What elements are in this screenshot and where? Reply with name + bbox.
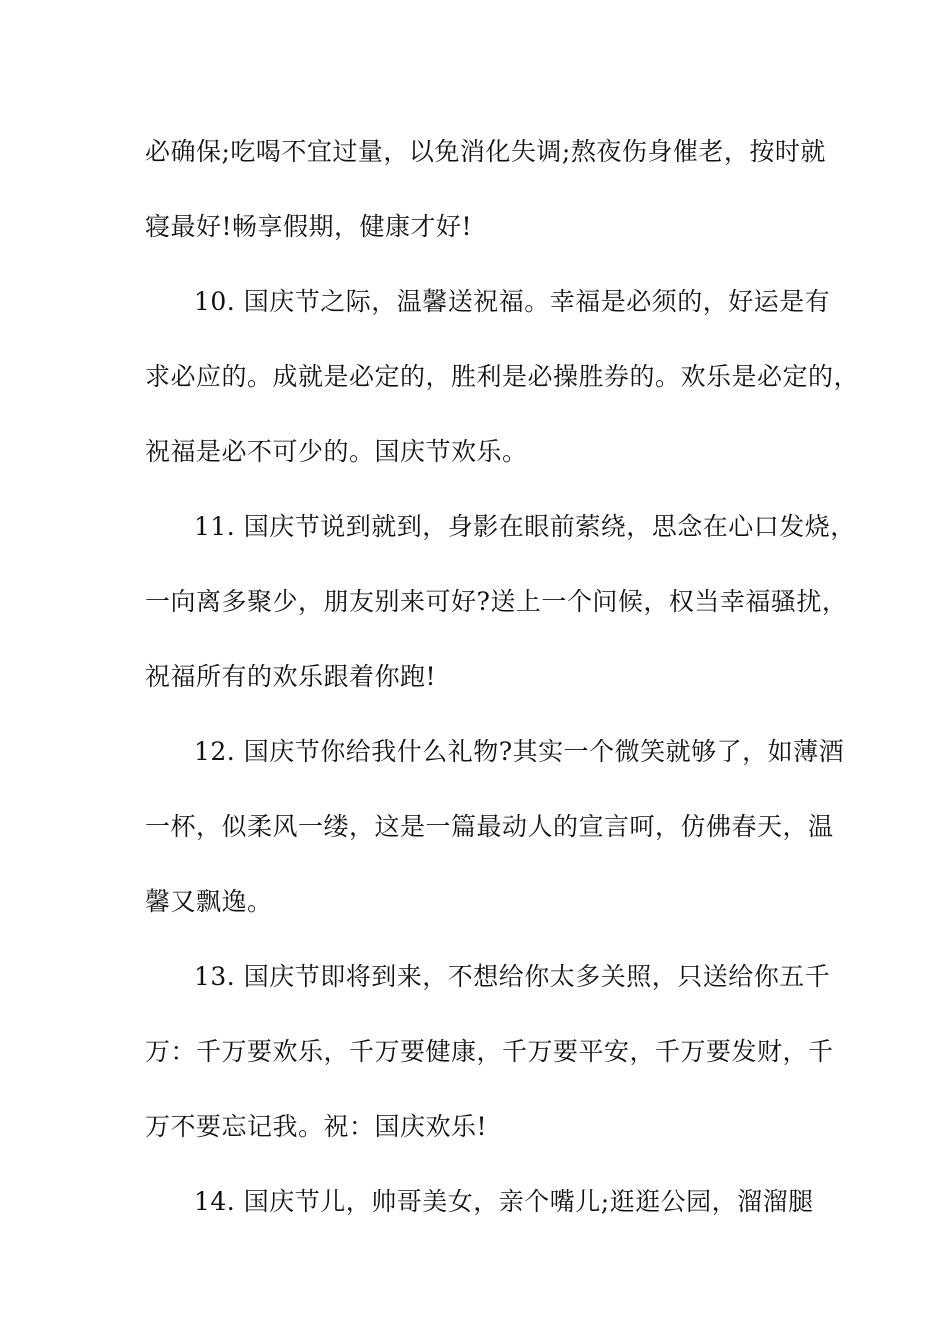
text-line: 一杯，似柔风一缕，这是一篇最动人的宣言呵，仿佛春天，温	[145, 812, 834, 841]
text-line: 寝最好!畅享假期，健康才好!	[145, 212, 473, 241]
paragraph-11-start: 11. 国庆节说到就到，身影在眼前萦绕，思念在心口发烧，	[194, 512, 856, 541]
text-line: 一向离多聚少，朋友别来可好?送上一个问候，权当幸福骚扰，	[145, 587, 848, 616]
text-line: 馨又飘逸。	[145, 887, 273, 916]
paragraph-13-start: 13. 国庆节即将到来，不想给你太多关照，只送给你五千	[194, 962, 831, 991]
text-line: 万：千万要欢乐，千万要健康，千万要平安，千万要发财，千	[145, 1037, 834, 1066]
text-line: 必确保;吃喝不宜过量，以免消化失调;熬夜伤身催老，按时就	[145, 137, 826, 166]
text-line: 祝福所有的欢乐跟着你跑!	[145, 662, 437, 691]
text-line: 万不要忘记我。祝：国庆欢乐!	[145, 1112, 488, 1141]
paragraph-14-start: 14. 国庆节儿，帅哥美女，亲个嘴儿;逛逛公园，溜溜腿	[194, 1187, 814, 1216]
paragraph-12-start: 12. 国庆节你给我什么礼物?其实一个微笑就够了，如薄酒	[194, 737, 845, 766]
paragraph-10-start: 10. 国庆节之际，温馨送祝福。幸福是必须的，好运是有	[194, 287, 831, 316]
text-line: 祝福是必不可少的。国庆节欢乐。	[145, 437, 528, 466]
text-line: 求必应的。成就是必定的，胜利是必操胜券的。欢乐是必定的，	[145, 362, 860, 391]
